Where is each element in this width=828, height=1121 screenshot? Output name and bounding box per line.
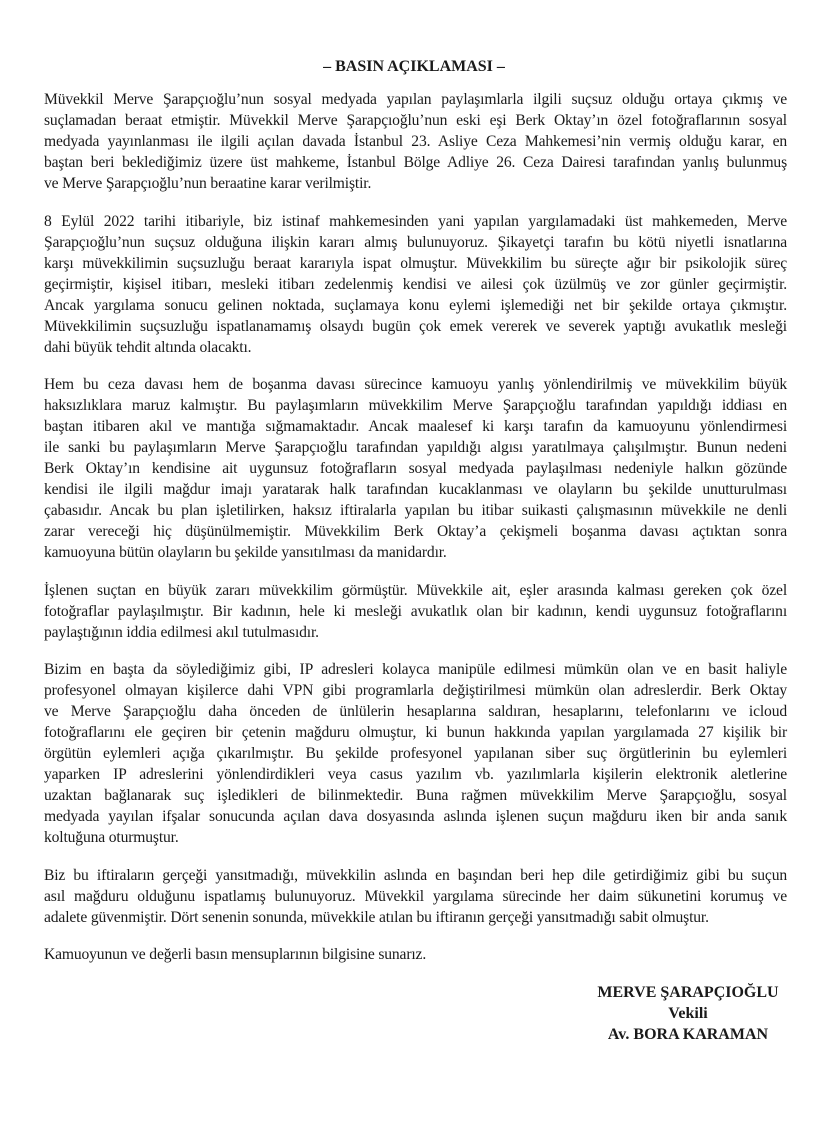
paragraph-line: zarar vereceği hiç düşünülmemiştir. Müvekkilim Berk Oktay’a çekişmeli boşanma davası açtıktan sonra [44,523,787,540]
paragraph-line: profesyonel olmayan kişilerce dahi VPN gibi programlarla değiştirilmesi mümkün olan adreslerdir. Berk Oktay [44,682,787,699]
paragraph [44,211,787,358]
paragraph-line: çabasıdır. Ancak bu plan işletilirken, haksız iftiralarla yapılan bu itibar suikasti çalışmasının müvekkile ne denli [44,502,787,519]
paragraph-line: fotoğraflar paylaşılmıştır. Bir kadının, hele ki mesleği avukatlık olan bir kadının, kendi uygunsuz fotoğraflarını [44,602,787,620]
paragraph-line: Berk Oktay’ın kendisine ait uygunsuz fotoğrafların sosyal medyada paylaşılması nedeniyle halkın gözünde [44,460,787,477]
paragraph-line: Bizim en başta da söylediğimiz gibi, IP adresleri kolayca manipüle edilmesi mümkün olan ve en basit haliyle [44,661,787,678]
paragraph-line: fotoğraflarını ele geçiren bir çetenin mağduru olmuştur, ki bunun hakkında yapılan yargılamada 27 kişilik bir [44,724,787,741]
paragraph-line: İşlenen suçtan en büyük zararı müvekkilim görmüştür. Müvekkile ait, eşler arasında kalması gereken çok özel [44,581,787,599]
paragraph-line: kendisi ile ilgili mağdur imajı yaratarak halk tarafından kucaklanması ve olayların bu şekilde unutturulması [44,481,787,498]
document-body [44,89,787,965]
paragraph-line: Biz bu iftiraların gerçeği yansıtmadığı, müvekkilin aslında en başından beri hep dile getirdiğimiz gibi bu suçun [44,866,787,884]
paragraph-line: baştan beri beklediğimiz üzere üst mahkeme, İstanbul Bölge Adliye 26. Ceza Dairesi tarafından yanlış bulunmuş [44,154,787,171]
closing-line: Kamuoyunun ve değerli basın mensuplarının bilgisine sunarız. [44,946,427,963]
paragraph-line: Müvekkilimin suçsuzluğu ispatlanamamış olsaydı bugün çok emek vererek ve severek yaptığı avukatlık mesleği [44,317,787,335]
paragraph [44,659,787,848]
paragraph-line: koltuğuna oturmuştur. [44,829,179,846]
paragraph-line: ve Merve Şarapçıoğlu’nun beraatine karar verilmiştir. [44,175,372,192]
paragraph-line: geçirmiştir, kişisel itibarı, mesleki itibarı zedelenmiş kendisi ve ailesi çok üzülmüş ve zor günler geçirmiştir. [44,275,787,293]
paragraph-line: haksızlıklara maruz kalmıştır. Bu paylaşımların müvekkilim Merve Şarapçıoğlu tarafından yapıldığı iddiası en [44,397,787,414]
paragraph-line: karşı müvekkilimin suçsuzluğu beraat kararıyla ispat olmuştur. Müvekkilim bu süreçte ağır bir psikolojik süreç [44,254,787,272]
paragraph-line: paylaştığının iddia edilmesi akıl tutulmasıdır. [44,623,319,641]
paragraph [44,89,787,194]
paragraph-line: Müvekkil Merve Şarapçıoğlu’nun sosyal medyada yapılan paylaşımlarla ilgili suçsuz olduğu ortaya çıkmış ve [44,91,787,108]
signature-lawyer: Av. BORA KARAMAN [607,1026,769,1043]
paragraph-line: ve Merve Şarapçıoğlu daha önceden de ünlülerin hesaplarına saldıran, hesaplarını, telefonlarını ve icloud [44,703,787,720]
paragraph [44,580,787,643]
paragraph [44,374,787,563]
paragraph-line: asıl mağduru olduğunu ispatlamış bulunuyoruz. Müvekkil yargılama sürecinde her daim sükunetini korumuş ve [44,887,787,905]
paragraph-line: yaparken IP adreslerini yönlendirdikleri veya casus yazılım vb. yazılımlarla kişilerin elektronik aletlerine [44,766,787,783]
paragraph-line: Şarapçıoğlu’nun suçsuz olduğuna ilişkin kararı almış bulunuyoruz. Şikayetçi tarafın bu kötü niyetli isnatlarına [44,233,787,251]
paragraph-line: adalete güvenmiştir. Dört senenin sonunda, müvekkile atılan bu iftiranın gerçeği yansıtmadığı sabit olmuştur. [44,908,709,926]
paragraph-line: medyada yayınlanması ile ilgili açılan davada İstanbul 23. Asliye Ceza Mahkemesi’nin vermiş olduğu karar, en [44,133,787,150]
paragraph-line: 8 Eylül 2022 tarihi itibariyle, biz istinaf mahkemesinden yani yapılan yargılamadaki üst mahkemeden, Merve [44,212,787,230]
paragraph-line: baştan itibaren akıl ve mantığa sığmamaktadır. Ancak maalesef ki karşı tarafın da kamuoyunu yönlendirmesi [44,418,787,435]
paragraph-line: ile sanki bu paylaşımların Merve Şarapçıoğlu tarafından yapıldığı algısı yaratılmaya çalışılmıştır. Bunun nedeni [44,439,787,456]
signature-block [590,982,786,1045]
paragraph-line: örgütün eylemleri açığa çıkarılmıştır. Bu şekilde profesyonel yapılanan siber suç örgütlerinin bu eylemleri [44,745,787,762]
signature-client: MERVE ŞARAPÇIOĞLU [597,984,779,1001]
paragraph [44,865,787,928]
document-title: – BASIN AÇIKLAMASI – [323,58,505,75]
paragraph-line: Ancak yargılama sonucu gelinen noktada, suçlamaya konu eylemi işlemediği net bir şekilde ortaya çıkmıştır. [44,296,787,314]
paragraph-line: uzaktan bağlanarak suç işledikleri de bilinmektedir. Buna rağmen müvekkilim Merve Şarapçıoğlu, sosyal [44,787,787,804]
paragraph-line: medyada yayılan ifşalar sonucunda açılan dava dosyasında aslında işlenen suçun mağduru iken bir anda sanık [44,808,787,825]
paragraph-line: kamuoyuna bütün olayların bu şekilde yansıtılması da manidardır. [44,544,447,561]
paragraph-line: Hem bu ceza davası hem de boşanma davası sürecince kamuoyu yanlış yönlendirilmiş ve müvekkilim büyük [44,376,787,393]
signature-role: Vekili [668,1005,708,1022]
paragraph-line: suçlamadan beraat etmiştir. Müvekkil Merve Şarapçıoğlu’nun eski eşi Berk Oktay’ın özel fotoğraflarının sosyal [44,112,787,129]
paragraph-line: dahi büyük tehdit altında olacaktı. [44,338,252,356]
